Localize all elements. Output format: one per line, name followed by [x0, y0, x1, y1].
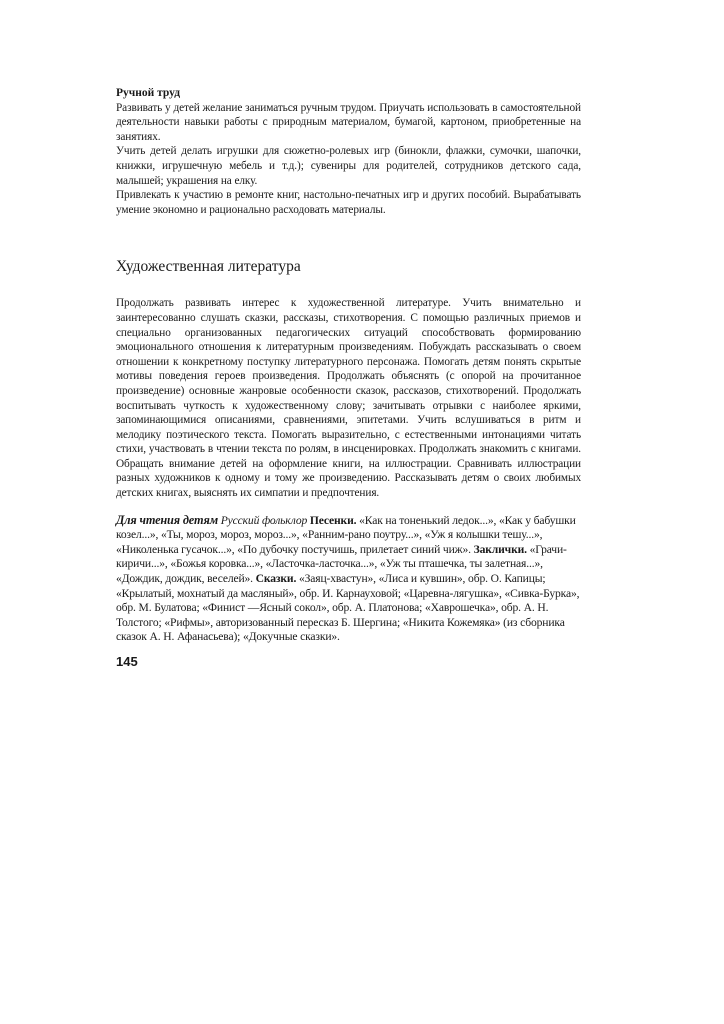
calls-label: Заклички. — [473, 542, 527, 556]
tales-label: Сказки. — [255, 572, 297, 586]
folklore-label: Русский фольклор — [220, 513, 308, 527]
tales-list: «Заяц-хвастун», «Лиса и кувшин», обр. О. Капицы; «Крылатый, мохнатый да масляный», обр. И. Карнауховой; «Царевна-лягушка», «Сивка-Бурка», обр. М. Булатова; «Финист —Ясный сокол», обр. А. Платонова; «Хаврошечка», обр. А. Н. Толстого; «Рифмы», авторизованный пересказ Б. Шергина; «Никита Кожемяка» (из сборника сказок А. Н. Афанасьева); «Докучные сказки». — [116, 572, 580, 644]
page-number: 145 — [116, 654, 138, 669]
document-page — [116, 86, 581, 670]
paragraph: Учить детей делать игрушки для сюжетно-ролевых игр (бинокли, флажки, сумочки, шапочки, книжки, игрушечную мебель и т.д.); сувениры для родителей, сотрудников детского сада, малышей; украшения на елку. — [116, 145, 581, 187]
paragraph: Привлекать к участию в ремонте книг, настольно-печатных игр и других пособий. Вырабатывать умение экономно и рационально расходовать материалы. — [116, 189, 581, 216]
songs-label: Песенки. — [309, 513, 357, 527]
paragraph: Развивать у детей желание заниматься ручным трудом. Приучать использовать в самостоятельной деятельности навыки работы с природным материалом, бумагой, картоном, приобретенные на занятиях. — [116, 101, 581, 143]
songs-list: «Как на тоненький ледок...», «Как у бабушки козел...», «Ты, мороз, мороз, мороз...», «Ранним-рано поутру...», «Уж я колышки тешу...», «Николенька гусачок...», «По дубочку постучишь, прилетает синий чиж». — [116, 513, 576, 556]
section-heading-manual-labor: Ручной труд — [116, 87, 181, 99]
reading-list — [116, 513, 581, 645]
calls-list: «Грачи-киричи...», «Божья коровка...», «Ласточка-ласточка...», «Уж ты пташечка, ты залетная...», «Дождик, дождик, веселей». — [116, 542, 567, 586]
reading-list-lead: Для чтения детям — [116, 512, 218, 527]
paragraph-fiction-intro: Продолжать развивать интерес к художественной литературе. Учить внимательно и заинтересованно слушать сказки, рассказы, стихотворения. С помощью различных приемов и специально организованных педагогических ситуаций способствовать формированию эмоционального отношения к литературным произведениям. Побуждать рассказывать о своем отношении к конкретному поступку литературного персонажа. Помогать детям понять скрытые мотивы поведения героев произведения. Продолжать объяснять (с опорой на прочитанное произведение) основные жанровые особенности сказок, рассказов, стихотворений. Продолжать воспитывать чуткость к художественному слову; зачитывать отрывки с наиболее яркими, запоминающимися описаниями, сравнениями, эпитетами. Учить вслушиваться в ритм и мелодику поэтического текста. Помогать выразительно, с естественными интонациями читать стихи, участвовать в чтении текста по ролям, в инсценировках. Продолжать знакомить с книгами. Обращать внимание детей на оформление книги, на иллюстрации. Сравнивать иллюстрации разных художников к одному и тому же произведению. Рассказывать детям о своих любимых детских книгах, выяснять их симпатии и предпочтения. — [116, 297, 581, 500]
section-title-fiction: Художественная литература — [116, 258, 301, 276]
